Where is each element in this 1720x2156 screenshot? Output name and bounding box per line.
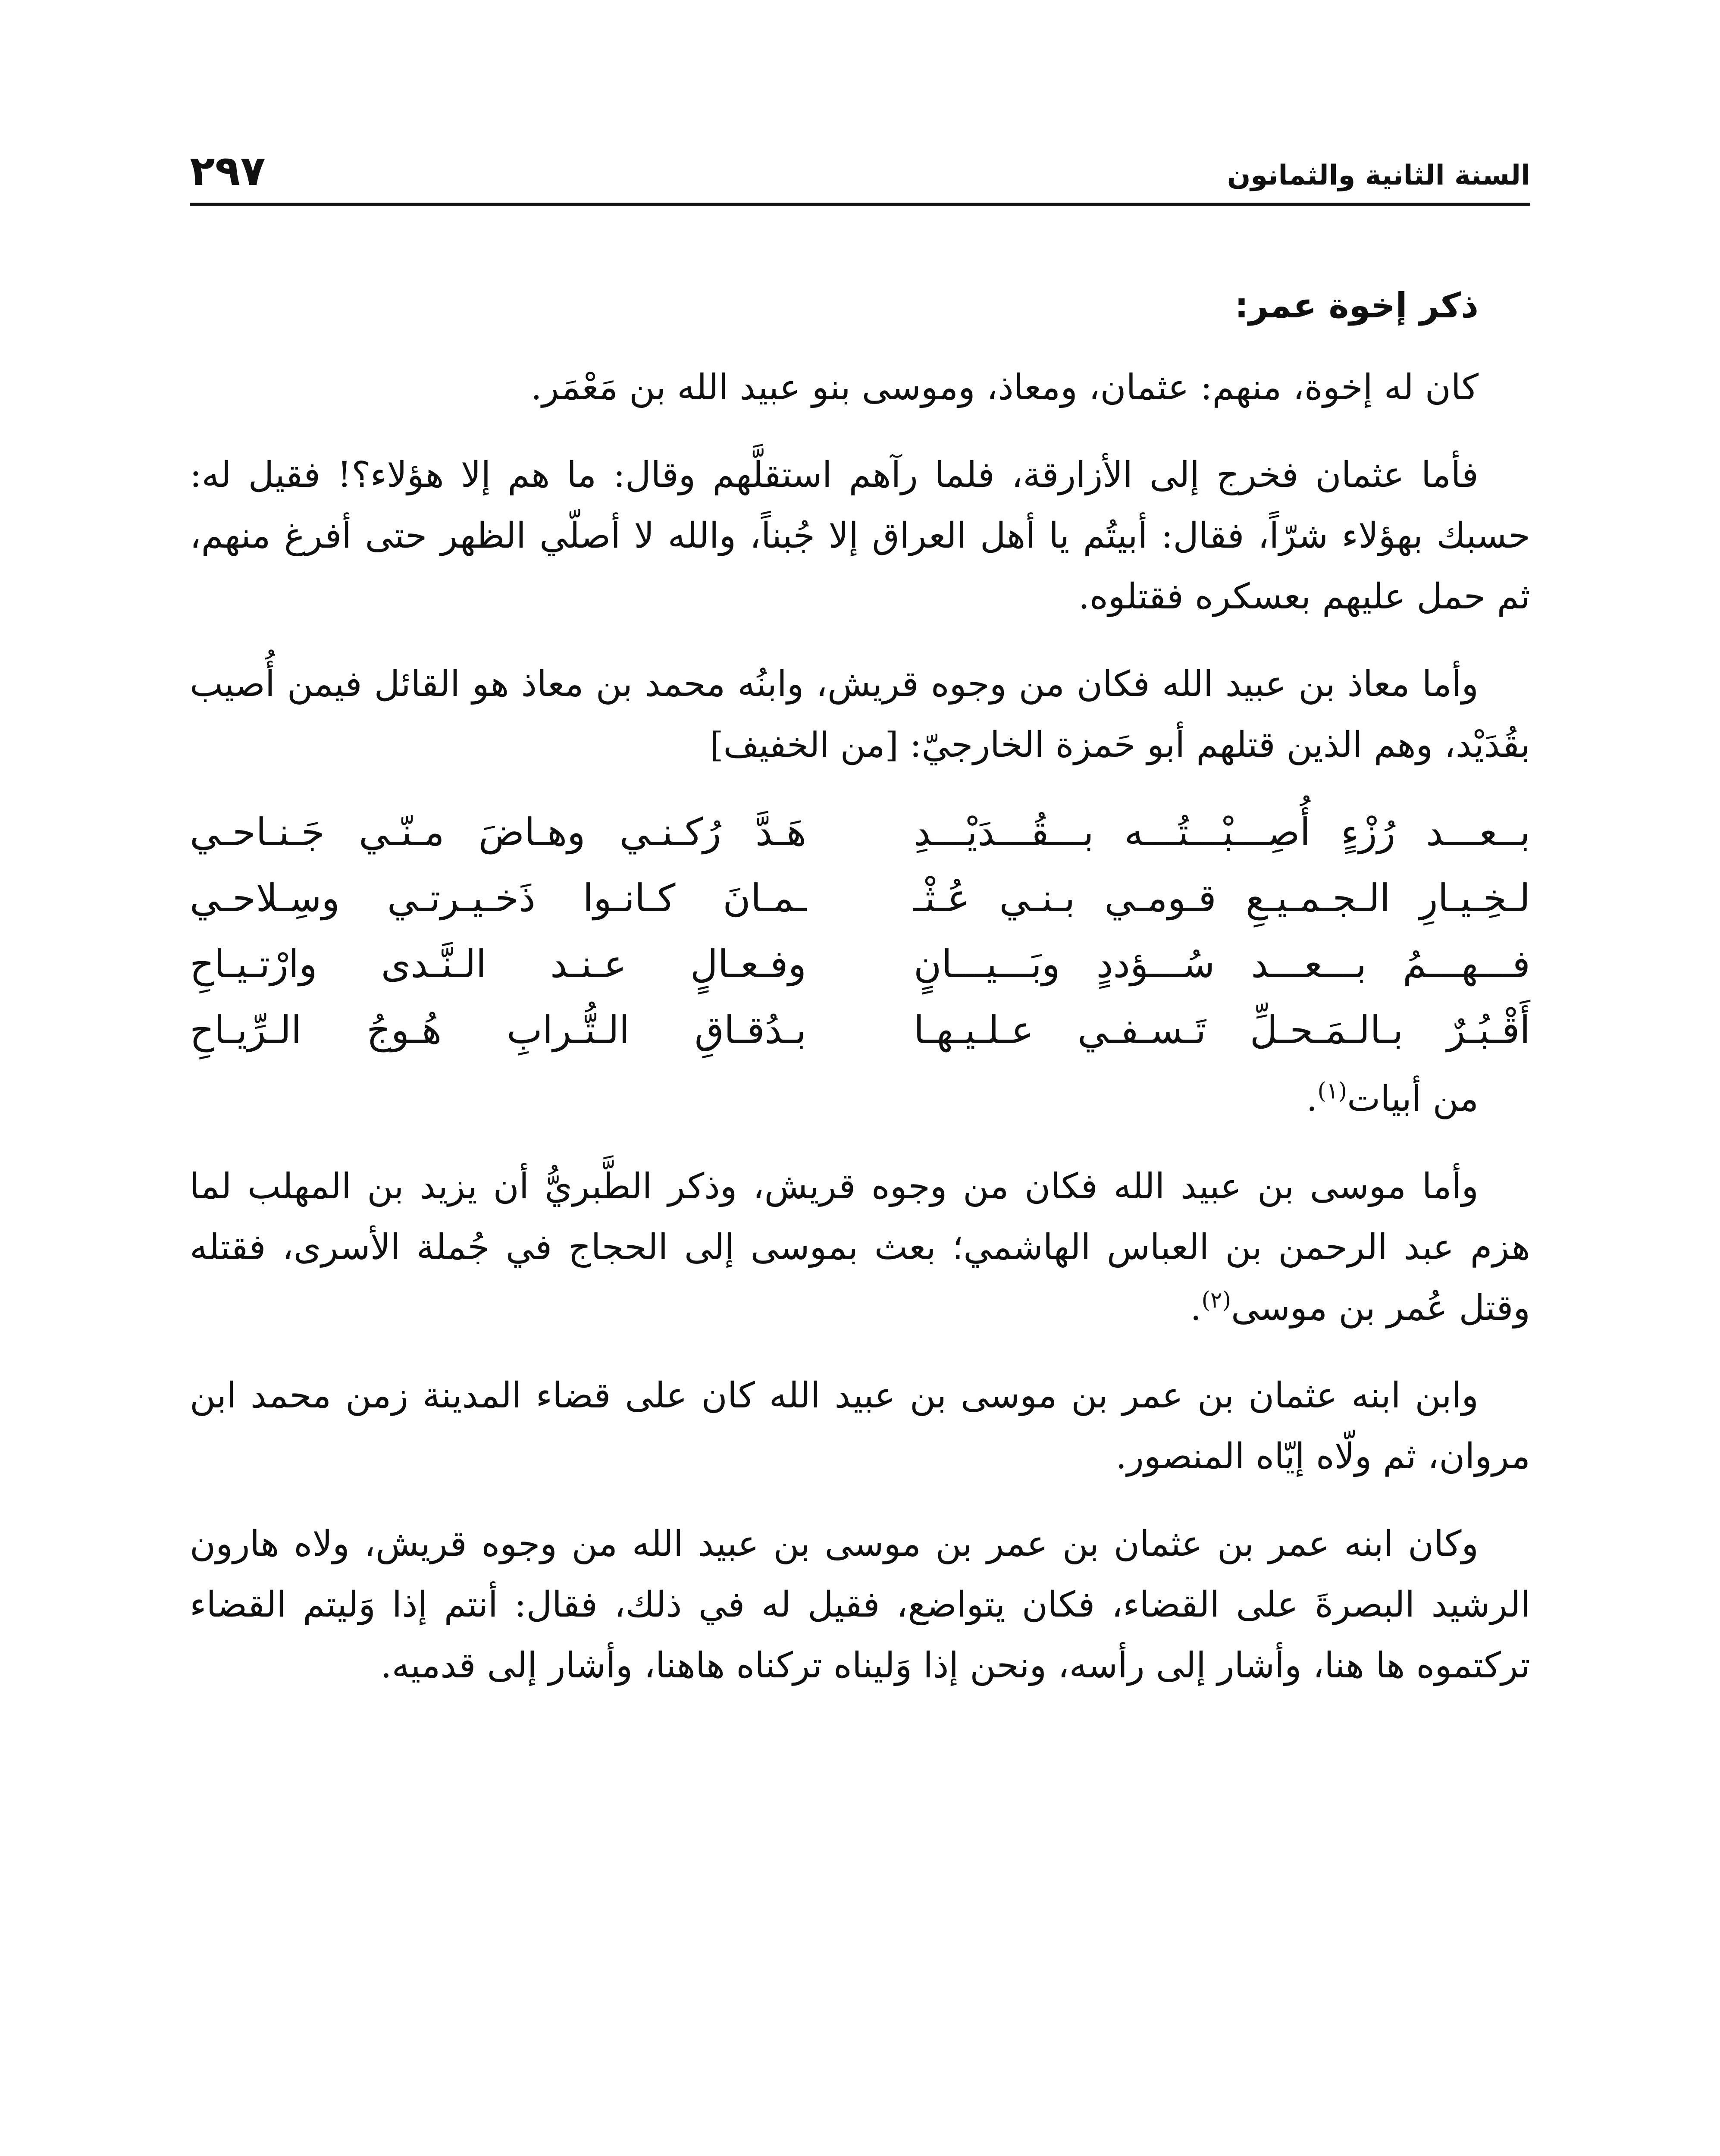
paragraph-musa-text: وأما موسى بن عبيد الله فكان من وجوه قريش، وذكر الطَّبريُّ أن يزيد بن المهلب لما هزم عبد الرحمن بن العباس الهاشمي؛ بعث بموسى إلى الحجاج في جُملة الأسرى، فقتله وقتل عُمر بن موسى bbox=[190, 1166, 1530, 1329]
paragraph-muadh-text: وأما معاذ بن عبيد الله فكان من وجوه قريش، وابنُه محمد بن معاذ هو القائل فيمن أُصيب بقُدَيْد، وهم الذين قتلهم أبو حَمزة الخارجيّ: bbox=[190, 663, 1530, 765]
footnote-ref-1[interactable]: (١) bbox=[1317, 1078, 1347, 1104]
paragraph-umar-ibn-uthman: وكان ابنه عمر بن عثمان بن عمر بن موسى بن عبيد الله من وجوه قريش، ولاه هارون الرشيد البصرةَ على القضاء، فكان يتواضع، فقيل له في ذلك، فقال: أنتم إذا وَليتم القضاء تركتموه ها هنا، وأشار إلى رأسه، ونحن إذا وَليناه تركناه هاهنا، وأشار إلى قدميه. bbox=[190, 1523, 1530, 1686]
paragraph-brothers: كان له إخوة، منهم: عثمان، ومعاذ، وموسى بنو عبيد الله بن مَعْمَر. bbox=[530, 367, 1479, 408]
verse-second-hemistich: بـدُقـاقِ الـتُّـرابِ هُـوجُ الـرِّيـاحِ bbox=[190, 1007, 807, 1052]
paragraph-musa bbox=[190, 1156, 1530, 1338]
verse bbox=[190, 868, 1530, 928]
poem-tail bbox=[190, 1069, 1530, 1129]
poem-meter: [من الخفيف] bbox=[710, 724, 899, 765]
verse-first-hemistich: أَقْـبُـرٌ بـالـمَـحـلِّ تَـسـفـي عـلـيـهـا bbox=[913, 1007, 1530, 1052]
verse-second-hemistich: ـمـانَ كـانـوا ذَخـيـرتـي وسِـلاحـي bbox=[190, 875, 807, 920]
paragraph-musa-end: . bbox=[1190, 1288, 1202, 1329]
section-title: ذكر إخوة عمر: bbox=[1234, 285, 1479, 326]
verse-first-hemistich: لـخِـيـارِ الـجـمـيـعِ قـومـي بـنـي عُـثْـ bbox=[913, 875, 1530, 920]
page-number: ٢٩٧ bbox=[190, 147, 266, 195]
verse-second-hemistich: هَـدَّ رُكـنـي وهـاضَ مـنّـي جَـنـاحـي bbox=[190, 809, 807, 854]
paragraph-uthman: فأما عثمان فخرج إلى الأزارقة، فلما رآهم استقلَّهم وقال: ما هم إلا هؤلاء؟! فقيل له: حسبك بهؤلاء شرّاً، فقال: أبيتُم يا أهل العراق إلا جُبناً، والله لا أصلّي الظهر حتى أفرغ منهم، ثم حمل عليهم بعسكره فقتلوه. bbox=[190, 454, 1530, 617]
paragraph-uthman-ibn-umar: وابن ابنه عثمان بن عمر بن موسى بن عبيد الله كان على قضاء المدينة زمن محمد ابن مروان، ثم ولّاه إيّاه المنصور. bbox=[190, 1375, 1530, 1477]
main-text bbox=[190, 276, 1530, 1723]
chapter-title: السنة الثانية والثمانون bbox=[1227, 160, 1530, 191]
verse bbox=[190, 934, 1530, 994]
verse bbox=[190, 1000, 1530, 1060]
poem bbox=[190, 802, 1530, 1060]
poem-tail-text: من أبيات bbox=[1347, 1078, 1479, 1119]
paragraph-muadh bbox=[190, 654, 1530, 775]
verse-second-hemistich: وفـعـالٍ عـنـد الـنَّـدى وارْتـيـاحِ bbox=[190, 941, 807, 986]
running-header bbox=[190, 129, 1530, 194]
header-rule bbox=[190, 203, 1530, 206]
verse-first-hemistich: فـــهـــمُ بـــعـــد سُـــؤددٍ وبَـــيـــانٍ bbox=[913, 941, 1530, 986]
verse bbox=[190, 802, 1530, 862]
poem-tail-end: . bbox=[1306, 1078, 1318, 1119]
verse-first-hemistich: بــعـــد رُزْءٍ أُصِـــبْـــتُـــه بـــقُـــدَيْـــدِ bbox=[913, 809, 1530, 854]
footnote-ref-2[interactable]: (٢) bbox=[1201, 1287, 1231, 1313]
